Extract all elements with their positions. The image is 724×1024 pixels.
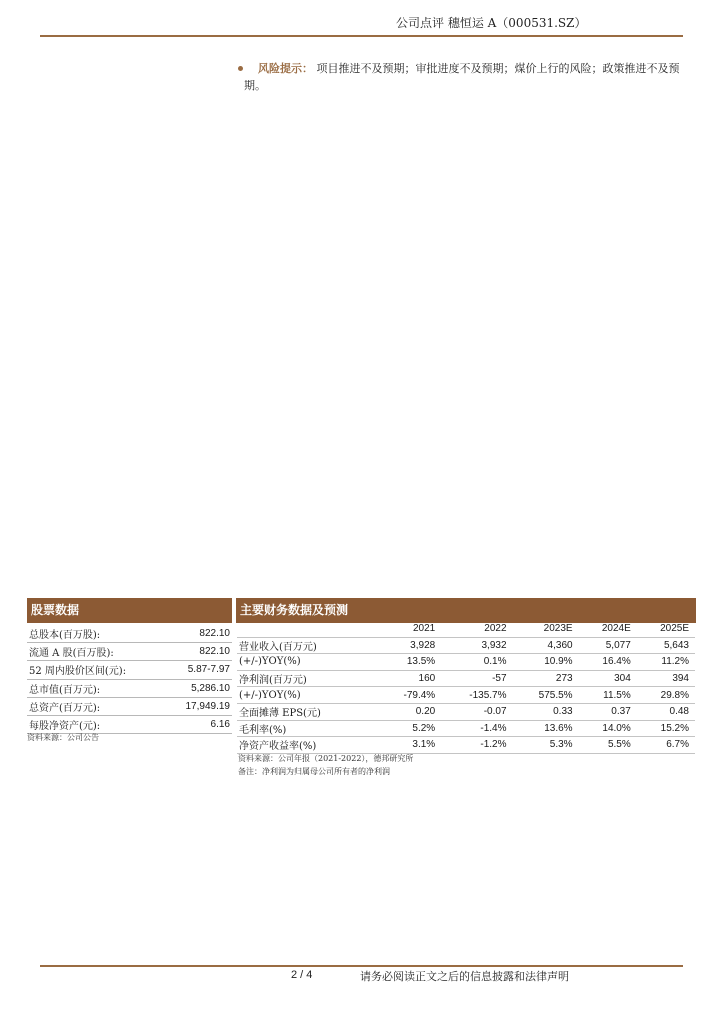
stock-row-value: 5.87-7.97	[166, 661, 232, 679]
stock-row-label: 52 周内股价区间(元):	[27, 661, 166, 679]
column-header: 2024E	[579, 621, 637, 637]
cell-value: -79.4%	[379, 687, 442, 704]
table-row	[237, 737, 695, 754]
column-header	[237, 621, 379, 637]
row-label: 净利润(百万元)	[237, 670, 379, 687]
stock-row-value: 5,286.10	[166, 679, 232, 697]
cell-value: -57	[441, 670, 512, 687]
cell-value: 13.6%	[513, 720, 579, 737]
financial-source: 资料来源：公司年报（2021-2022），德邦研究所	[238, 754, 414, 763]
cell-value: 273	[513, 670, 579, 687]
table-row	[27, 643, 232, 661]
stock-data-title: 股票数据	[27, 598, 232, 623]
cell-value: -135.7%	[441, 687, 512, 704]
cell-value: 0.33	[513, 703, 579, 720]
cell-value: 160	[379, 670, 442, 687]
cell-value: 304	[579, 670, 637, 687]
column-header: 2022	[441, 621, 512, 637]
cell-value: 15.2%	[637, 720, 695, 737]
stock-data-table	[27, 625, 232, 734]
cell-value: 5,077	[579, 637, 637, 654]
stock-row-label: 总市值(百万元):	[27, 679, 166, 697]
row-label: 营业收入(百万元)	[237, 637, 379, 654]
stock-row-value: 822.10	[166, 625, 232, 643]
bullet-icon	[238, 66, 243, 71]
stock-row-value: 822.10	[166, 643, 232, 661]
table-row	[237, 703, 695, 720]
cell-value: 10.9%	[513, 654, 579, 671]
table-row	[237, 654, 695, 671]
stock-row-label: 每股净资产(元):	[27, 715, 166, 733]
cell-value: -0.07	[441, 703, 512, 720]
table-row	[27, 625, 232, 643]
cell-value: 16.4%	[579, 654, 637, 671]
stock-row-label: 总股本(百万股):	[27, 625, 166, 643]
table-header-row	[237, 621, 695, 637]
cell-value: 29.8%	[637, 687, 695, 704]
cell-value: 3.1%	[379, 737, 442, 754]
row-label: (+/-)YOY(%)	[237, 687, 379, 704]
stock-row-value: 6.16	[166, 715, 232, 733]
cell-value: 0.37	[579, 703, 637, 720]
cell-value: 5,643	[637, 637, 695, 654]
stock-row-label: 流通 A 股(百万股):	[27, 643, 166, 661]
risk-label: 风险提示：	[258, 62, 313, 75]
financial-notes	[238, 752, 413, 778]
row-label: 净资产收益率(%)	[237, 737, 379, 754]
financial-data-table	[237, 621, 695, 754]
column-header: 2023E	[513, 621, 579, 637]
page-number: 2 / 4	[291, 969, 313, 981]
row-label: 毛利率(%)	[237, 720, 379, 737]
cell-value: 575.5%	[513, 687, 579, 704]
stock-row-value: 17,949.19	[166, 697, 232, 715]
column-header: 2021	[379, 621, 442, 637]
table-row	[237, 670, 695, 687]
risk-text: 项目推进不及预期；审批进度不及预期；煤价上行的风险；政策推进不及预期。	[244, 62, 680, 92]
row-label: (+/-)YOY(%)	[237, 654, 379, 671]
cell-value: 11.2%	[637, 654, 695, 671]
stock-row-label: 总资产(百万元):	[27, 697, 166, 715]
table-row	[27, 661, 232, 679]
cell-value: 5.3%	[513, 737, 579, 754]
cell-value: 3,932	[441, 637, 512, 654]
financial-note: 备注：净利润为归属母公司所有者的净利润	[238, 767, 390, 776]
cell-value: 394	[637, 670, 695, 687]
cell-value: -1.4%	[441, 720, 512, 737]
cell-value: 13.5%	[379, 654, 442, 671]
table-row	[237, 687, 695, 704]
footer-divider	[40, 965, 683, 967]
page-header-title: 公司点评 穗恒运 A（000531.SZ）	[396, 16, 587, 30]
financial-data-title: 主要财务数据及预测	[236, 598, 696, 623]
footer-disclaimer: 请务必阅读正文之后的信息披露和法律声明	[360, 970, 569, 983]
cell-value: 6.7%	[637, 737, 695, 754]
stock-data-source: 资料来源：公司公告	[27, 733, 99, 742]
cell-value: 14.0%	[579, 720, 637, 737]
row-label: 全面摊薄 EPS(元)	[237, 703, 379, 720]
table-row	[27, 715, 232, 733]
cell-value: 11.5%	[579, 687, 637, 704]
table-row	[27, 697, 232, 715]
cell-value: 0.1%	[441, 654, 512, 671]
table-row	[27, 679, 232, 697]
cell-value: 4,360	[513, 637, 579, 654]
cell-value: -1.2%	[441, 737, 512, 754]
header-divider	[40, 35, 683, 37]
cell-value: 3,928	[379, 637, 442, 654]
column-header: 2025E	[637, 621, 695, 637]
table-row	[237, 637, 695, 654]
risk-warning	[244, 60, 696, 94]
cell-value: 0.20	[379, 703, 442, 720]
cell-value: 5.2%	[379, 720, 442, 737]
cell-value: 5.5%	[579, 737, 637, 754]
table-row	[237, 720, 695, 737]
cell-value: 0.48	[637, 703, 695, 720]
